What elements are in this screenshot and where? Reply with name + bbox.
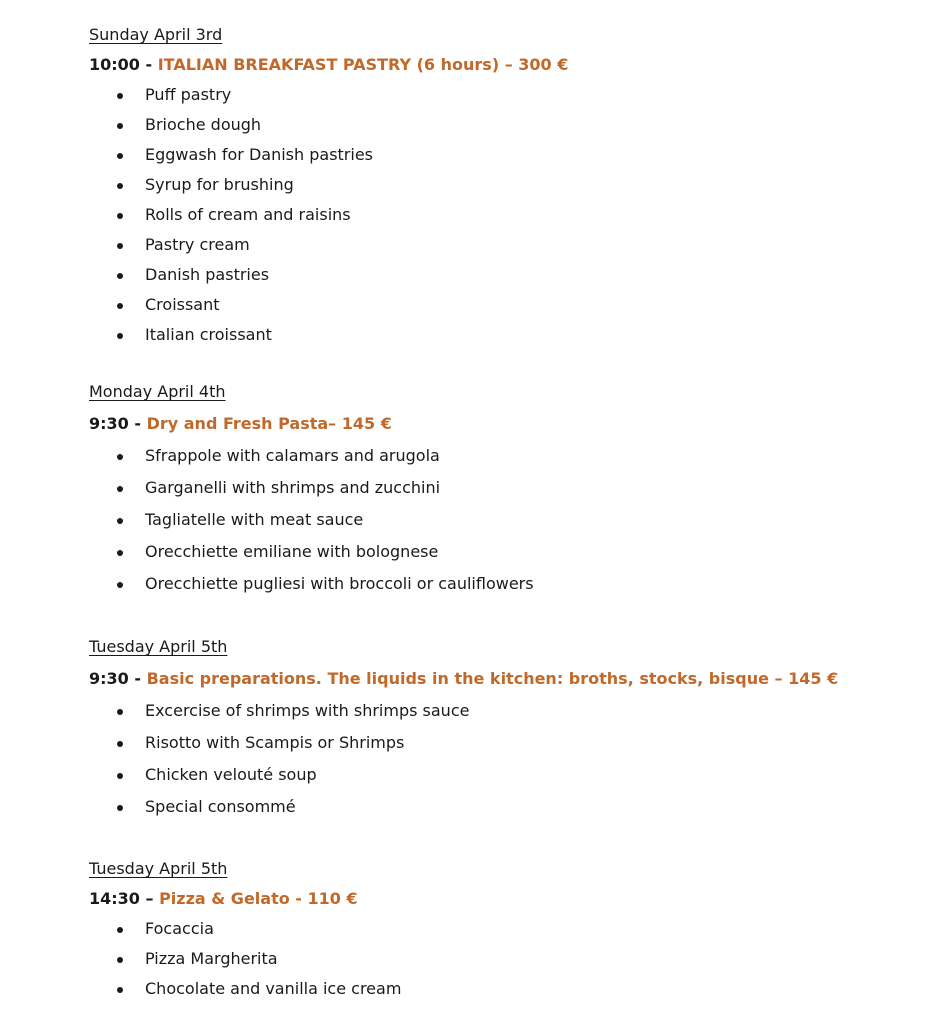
session-time: 14:30 bbox=[89, 889, 140, 908]
session-item-list bbox=[89, 919, 909, 999]
list-item: Croissant bbox=[89, 295, 909, 315]
list-item: Chocolate and vanilla ice cream bbox=[89, 979, 909, 999]
session-date: Monday April 4th bbox=[89, 382, 226, 401]
session-date: Tuesday April 5th bbox=[89, 859, 228, 878]
session-separator: – bbox=[139, 889, 160, 908]
session-title: ITALIAN BREAKFAST PASTRY (6 hours) – 300 € bbox=[157, 55, 569, 74]
session-separator: - bbox=[139, 55, 158, 74]
session-title: Basic preparations. The liquids in the kitchen: broths, stocks, bisque – 145 € bbox=[146, 669, 839, 688]
list-item: Orecchiette pugliesi with broccoli or cauliflowers bbox=[89, 574, 909, 594]
session-time: 9:30 bbox=[89, 414, 129, 433]
list-item: Garganelli with shrimps and zucchini bbox=[89, 478, 909, 498]
list-item: Pizza Margherita bbox=[89, 949, 909, 969]
list-item: Risotto with Scampis or Shrimps bbox=[89, 733, 909, 753]
session-heading bbox=[89, 669, 909, 689]
session-heading bbox=[89, 414, 909, 434]
session-item-list bbox=[89, 446, 909, 594]
session-title: Pizza & Gelato - 110 € bbox=[159, 889, 358, 908]
session-tuesday-morning bbox=[89, 637, 909, 817]
list-item: Sfrappole with calamars and arugola bbox=[89, 446, 909, 466]
list-item: Tagliatelle with meat sauce bbox=[89, 510, 909, 530]
list-item: Puff pastry bbox=[89, 85, 909, 105]
list-item: Syrup for brushing bbox=[89, 175, 909, 195]
list-item: Danish pastries bbox=[89, 265, 909, 285]
list-item: Orecchiette emiliane with bolognese bbox=[89, 542, 909, 562]
session-heading bbox=[89, 889, 909, 909]
session-separator: - bbox=[128, 414, 147, 433]
list-item: Eggwash for Danish pastries bbox=[89, 145, 909, 165]
list-item: Italian croissant bbox=[89, 325, 909, 345]
session-monday bbox=[89, 382, 909, 594]
session-sunday bbox=[89, 25, 909, 345]
list-item: Pastry cream bbox=[89, 235, 909, 255]
session-item-list bbox=[89, 701, 909, 817]
session-time: 9:30 bbox=[89, 669, 129, 688]
session-tuesday-afternoon bbox=[89, 859, 909, 999]
session-title: Dry and Fresh Pasta– 145 € bbox=[146, 414, 392, 433]
list-item: Chicken velouté soup bbox=[89, 765, 909, 785]
list-item: Focaccia bbox=[89, 919, 909, 939]
session-heading bbox=[89, 55, 909, 75]
session-time: 10:00 bbox=[89, 55, 140, 74]
session-date: Sunday April 3rd bbox=[89, 25, 223, 44]
list-item: Special consommé bbox=[89, 797, 909, 817]
session-item-list bbox=[89, 85, 909, 345]
session-separator: - bbox=[128, 669, 147, 688]
list-item: Brioche dough bbox=[89, 115, 909, 135]
list-item: Rolls of cream and raisins bbox=[89, 205, 909, 225]
list-item: Excercise of shrimps with shrimps sauce bbox=[89, 701, 909, 721]
session-date: Tuesday April 5th bbox=[89, 637, 228, 656]
